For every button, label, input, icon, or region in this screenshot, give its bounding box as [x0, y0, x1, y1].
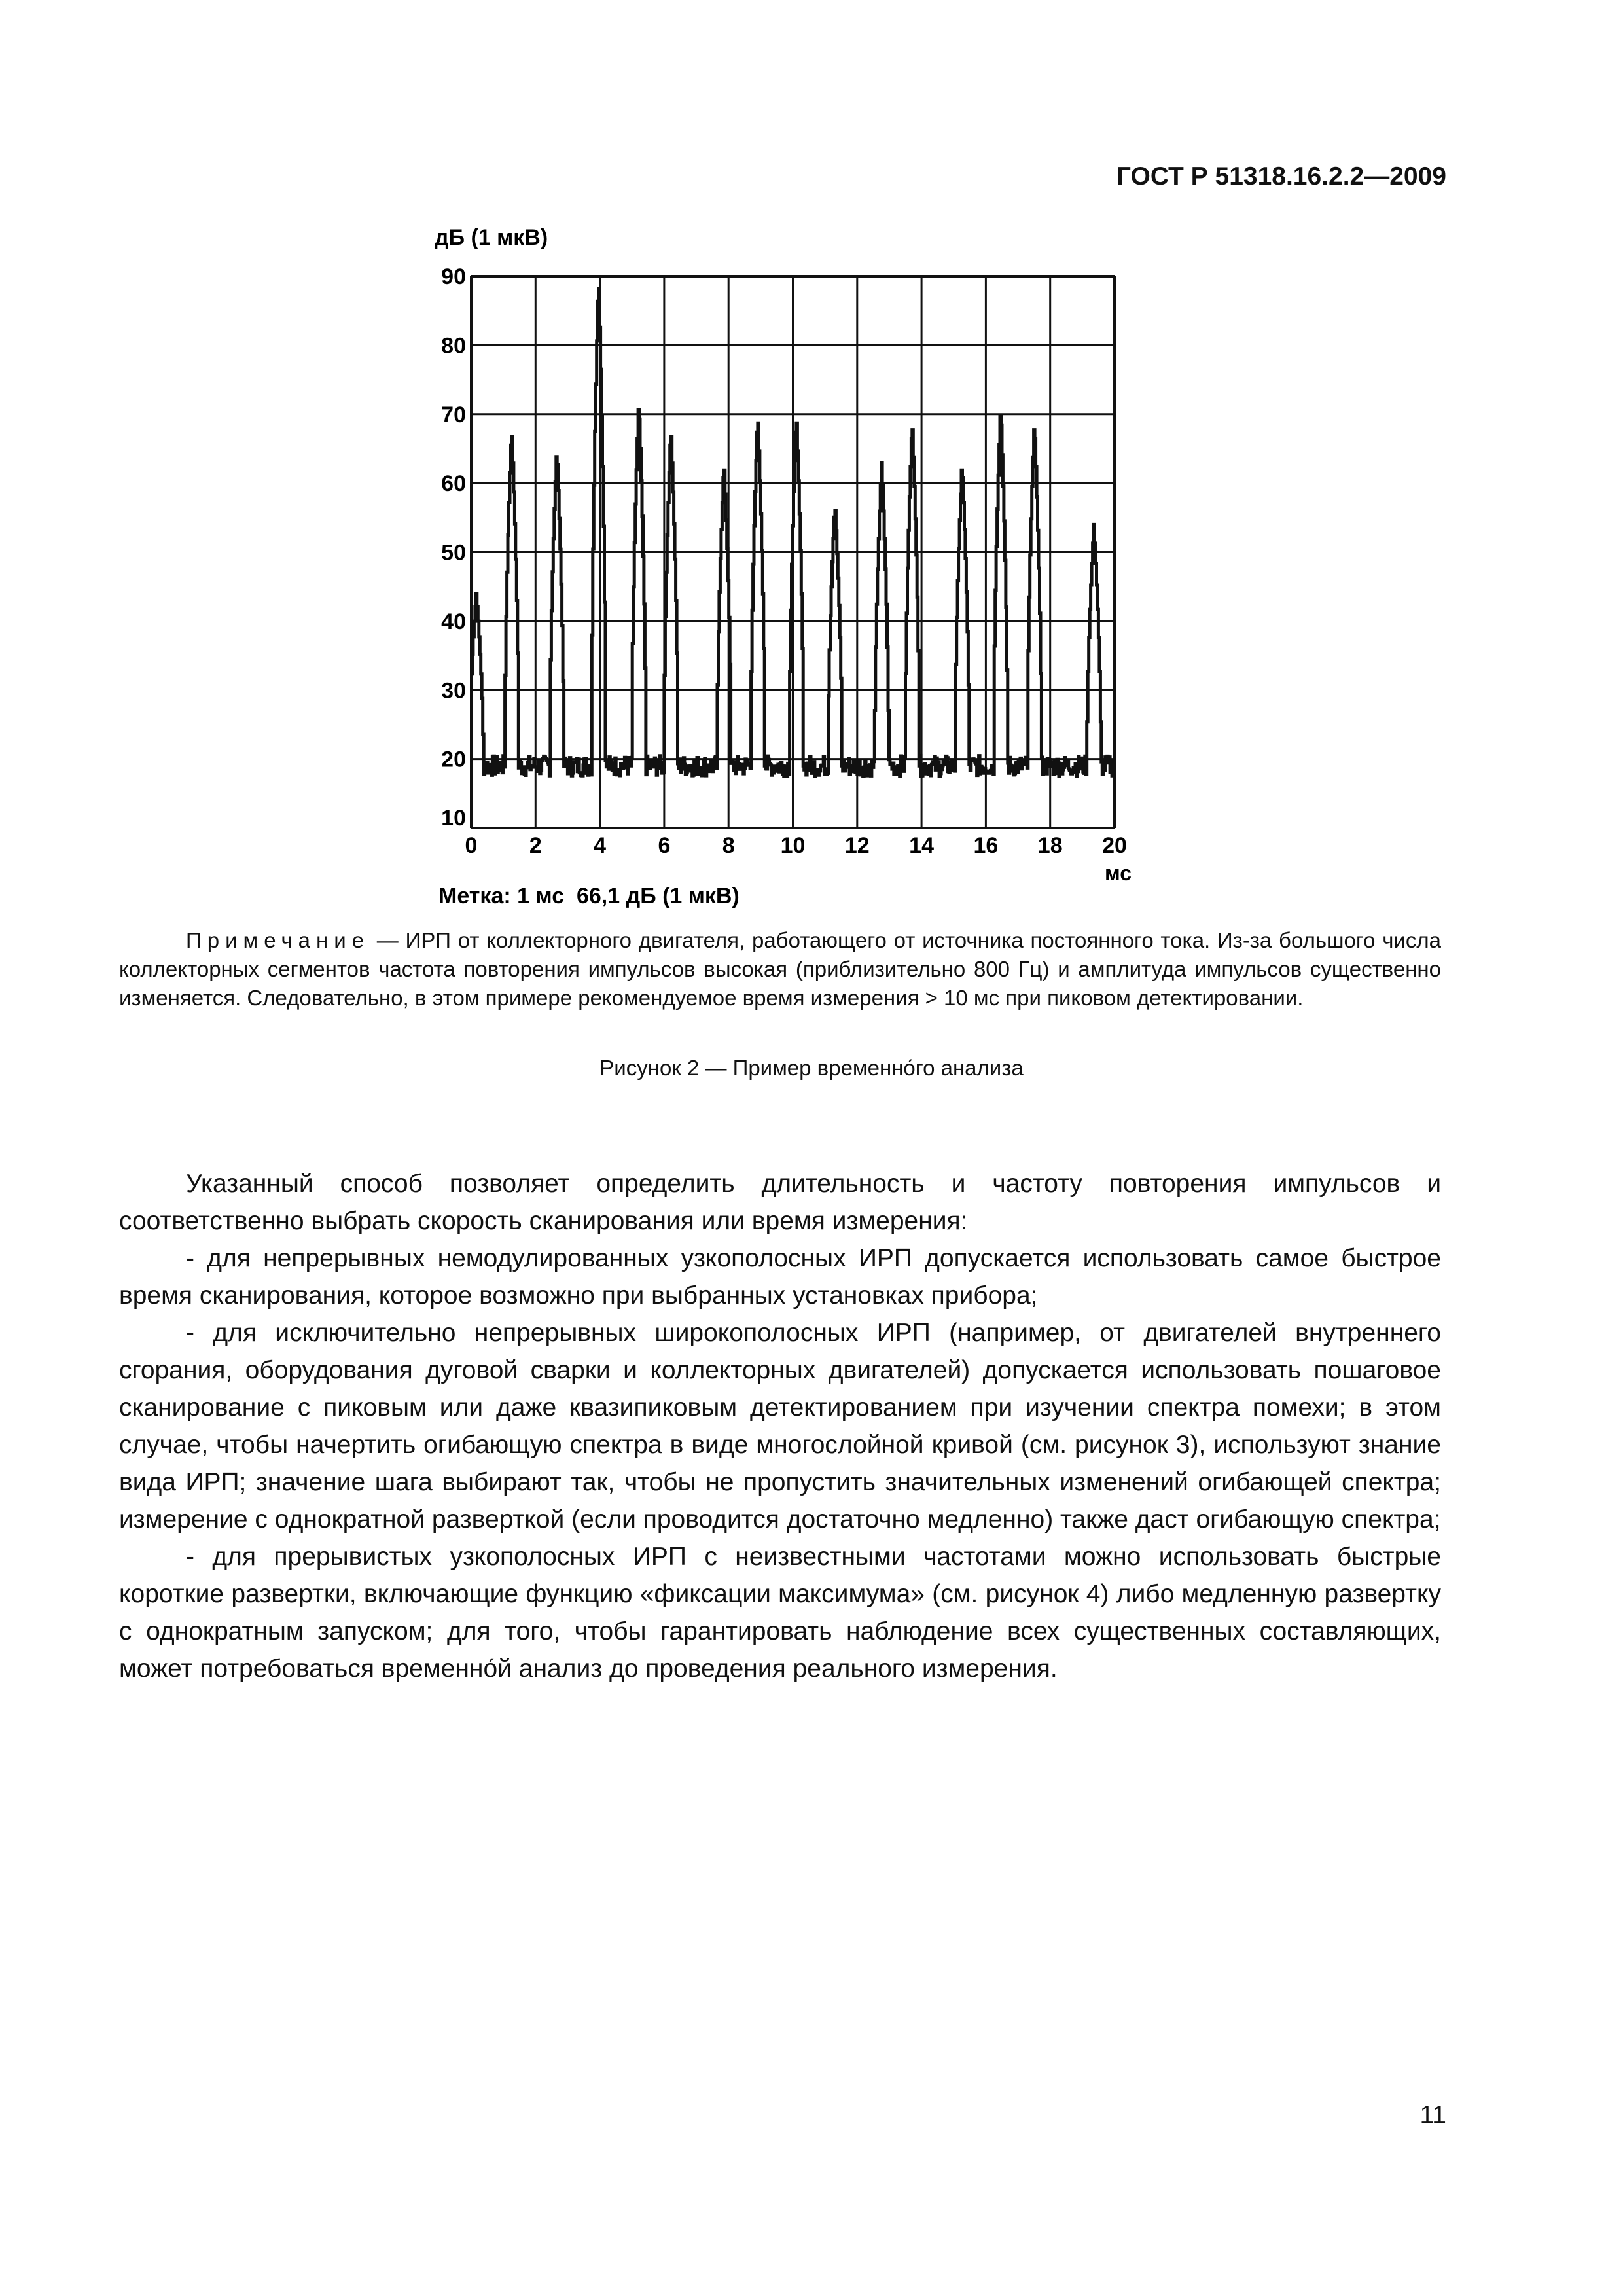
- y-tick-labels: [441, 264, 466, 831]
- x-tick-label: 8: [722, 833, 735, 858]
- y-tick-label: 30: [441, 678, 466, 704]
- list-item: - для исключительно непрерывных широкополосных ИРП (например, от двигателей внутреннего сгорания, оборудования дуговой сварки и коллекторных двигателей) допускается использовать пошаговое сканирование с пиковым или даже квазипиковым детектированием при изучении спектра помехи; в этом случае, чтобы начертить огибающую спектра в виде многослойной кривой (см. рисунок 3), используют знание вида ИРП; значение шага выбирают так, чтобы не пропустить значительных изменений огибающей спектра; измерение с однократной разверткой (если проводится достаточно медленно) также даст огибающую спектра;: [119, 1319, 1441, 1534]
- x-tick-label: 16: [973, 833, 999, 858]
- x-tick-label: 20: [1102, 833, 1127, 858]
- page-number: 11: [1419, 2101, 1446, 2129]
- list-item: - для непрерывных немодулированных узкополосных ИРП допускается использовать самое быстрое время сканирования, которое возможно при выбранных установках прибора;: [119, 1244, 1441, 1310]
- y-tick-label: 50: [441, 540, 466, 565]
- time-analysis-chart: [419, 223, 1152, 916]
- figure-caption: Рисунок 2 — Пример временно́го анализа: [599, 1056, 1024, 1080]
- y-axis-label: дБ (1 мкВ): [435, 225, 548, 250]
- y-tick-label: 40: [441, 609, 466, 634]
- x-tick-label: 0: [465, 833, 478, 858]
- y-tick-label: 60: [441, 471, 466, 497]
- y-tick-label: 80: [441, 333, 466, 359]
- body-text: [119, 1165, 1441, 1687]
- x-tick-label: 18: [1037, 833, 1063, 858]
- x-tick-labels: [465, 833, 1127, 858]
- y-tick-label: 10: [441, 806, 466, 831]
- x-tick-label: 6: [658, 833, 671, 858]
- marker-label: Метка: 1 мс 66,1 дБ (1 мкВ): [438, 884, 740, 908]
- note-lead: Примечание: [186, 928, 370, 952]
- x-tick-label: 14: [909, 833, 935, 858]
- x-tick-label: 4: [594, 833, 607, 858]
- y-tick-label: 90: [441, 264, 466, 289]
- x-tick-label: 2: [529, 833, 542, 858]
- x-tick-label: 12: [844, 833, 870, 858]
- list-item: - для прерывистых узкополосных ИРП с неизвестными частотами можно использовать быстрые короткие развертки, включающие функцию «фиксации максимума» (см. рисунок 4) либо медленную развертку с однократным запуском; для того, чтобы гарантировать наблюдение всех существенных составляющих, может потребоваться временно́й анализ до проведения реального измерения.: [119, 1543, 1441, 1683]
- y-tick-label: 20: [441, 747, 466, 772]
- x-tick-label: 10: [780, 833, 806, 858]
- figure-note: [119, 926, 1441, 1013]
- paragraph: Указанный способ позволяет определить длительность и частоту повторения импульсов и соответственно выбрать скорость сканирования или время измерения:: [119, 1170, 1441, 1235]
- x-axis-unit: мс: [1105, 861, 1132, 885]
- y-tick-label: 70: [441, 402, 466, 427]
- note-text: — ИРП от коллекторного двигателя, работающего от источника постоянного тока. Из-за большого числа коллекторных сегментов частота повторения импульсов высокая (приблизительно 800 Гц) и амплитуда импульсов существенно изменяется. Следовательно, в этом примере рекомендуемое время измерения > 10 мс при пиковом детектировании.: [119, 928, 1441, 1010]
- document-header: ГОСТ Р 51318.16.2.2—2009: [1116, 162, 1446, 190]
